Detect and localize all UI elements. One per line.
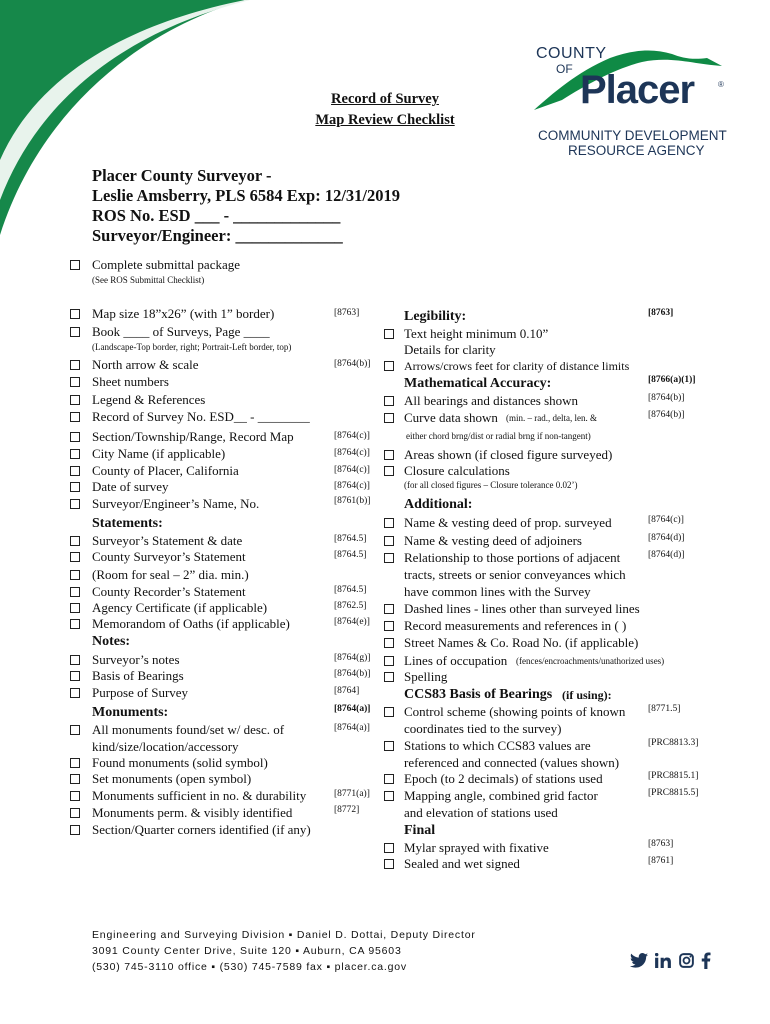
sheet-numbers-label: Sheet numbers (92, 374, 169, 389)
facebook-icon[interactable] (701, 952, 711, 969)
checkbox-date[interactable] (70, 482, 80, 492)
footer-division-line: Engineering and Surveying Division ▪ Daniel D. Dottai, Deputy Director (92, 929, 476, 941)
surveyor-name-ref: [8761(b)] (334, 496, 371, 506)
basis-bearings-label: Basis of Bearings (92, 668, 184, 683)
checkbox-set-open[interactable] (70, 774, 80, 784)
sufficient-label: Monuments sufficient in no. & durability (92, 788, 307, 803)
checkbox-relationship[interactable] (384, 553, 394, 563)
sealed-ref: [8761] (648, 856, 674, 866)
purpose-ref: [8764] (334, 686, 360, 696)
county-label: County of Placer, California (92, 463, 239, 478)
monuments-heading-ref: [8764(a)] (334, 704, 371, 714)
county-surveyor-line: Placer County Surveyor - (92, 166, 272, 185)
checkbox-purpose[interactable] (70, 688, 80, 698)
checkbox-county-surveyor-statement[interactable] (70, 552, 80, 562)
checkbox-county[interactable] (70, 466, 80, 476)
linkedin-icon[interactable] (655, 953, 671, 968)
county-ref: [8764(c)] (334, 465, 370, 475)
stations-line1: Stations to which CCS83 values are (404, 738, 591, 753)
checkbox-agency-cert[interactable] (70, 603, 80, 613)
checkbox-stations[interactable] (384, 741, 394, 751)
notes-heading: Notes: (92, 634, 131, 649)
monuments-found-line1: All monuments found/set w/ desc. of (92, 722, 285, 737)
logo-of-text: OF (556, 62, 573, 76)
checkbox-closure[interactable] (384, 466, 394, 476)
monuments-found-line2: kind/size/location/accessory (92, 739, 239, 754)
date-label: Date of survey (92, 479, 169, 494)
county-surveyor-statement-ref: [8764.5] (334, 550, 367, 560)
control-ref: [8771.5] (648, 704, 681, 714)
checkbox-bearings[interactable] (384, 396, 394, 406)
checkbox-vesting-prop[interactable] (384, 518, 394, 528)
mylar-ref: [8763] (648, 839, 674, 849)
surveyor-name-line: Leslie Amsberry, PLS 6584 Exp: 12/31/2019 (92, 186, 401, 205)
bearings-ref: [8764(b)] (648, 393, 685, 403)
relationship-line2: tracts, streets or senior conveyances which (404, 567, 626, 582)
checkbox-county-recorder[interactable] (70, 587, 80, 597)
sufficient-ref: [8771(a)] (334, 789, 370, 799)
epoch-ref: [PRC8815.1] (648, 771, 699, 781)
checkbox-surveyor-name[interactable] (70, 499, 80, 509)
stations-ref: [PRC8813.3] (648, 738, 699, 748)
perm-ref: [8772] (334, 805, 360, 815)
checkbox-perm[interactable] (70, 808, 80, 818)
checkbox-sheet-numbers[interactable] (70, 377, 80, 387)
footer-contact-line: (530) 745-3110 office ▪ (530) 745-7589 fax ▪ placer.ca.gov (92, 961, 407, 973)
checkbox-sealed[interactable] (384, 859, 394, 869)
complete-submittal-label: Complete submittal package (92, 257, 241, 272)
logo-registered-mark: ® (718, 80, 724, 89)
section-corners-label: Section/Quarter corners identified (if any) (92, 822, 311, 837)
checkbox-vesting-adj[interactable] (384, 536, 394, 546)
surveyor-notes-ref: [8764(g)] (334, 653, 371, 663)
occupation-note: (fences/encroachments/unathorized uses) (516, 656, 665, 666)
vesting-prop-label: Name & vesting deed of prop. surveyed (404, 515, 612, 530)
oaths-ref: [8764(e)] (334, 617, 370, 627)
checkbox-sufficient[interactable] (70, 791, 80, 801)
logo-placer-text: Placer (580, 68, 695, 112)
checkbox-spelling[interactable] (384, 672, 394, 682)
chord-note: either chord brng/dist or radial brng if non-tangent) (406, 431, 591, 441)
basis-bearings-ref: [8764(b)] (334, 669, 371, 679)
perm-label: Monuments perm. & visibly identified (92, 805, 293, 820)
checkbox-basis-bearings[interactable] (70, 671, 80, 681)
record-no-label: Record of Survey No. ESD__ - ________ (92, 409, 310, 424)
surveyor-notes-label: Surveyor’s notes (92, 652, 180, 667)
details-label: Details for clarity (404, 342, 496, 357)
twitter-icon[interactable] (630, 953, 648, 968)
city-ref: [8764(c)] (334, 448, 370, 458)
checkbox-record-meas[interactable] (384, 621, 394, 631)
surveyor-statement-label: Surveyor’s Statement & date (92, 533, 243, 548)
mylar-label: Mylar sprayed with fixative (404, 840, 549, 855)
arrows-label: Arrows/crows feet for clarity of distance limits (404, 359, 630, 373)
checkbox-street-names[interactable] (384, 638, 394, 648)
relationship-ref: [8764(d)] (648, 550, 685, 560)
logo-county-text: COUNTY (536, 45, 607, 62)
bearings-label: All bearings and distances shown (404, 393, 579, 408)
relationship-line3: have common lines with the Survey (404, 584, 591, 599)
additional-heading: Additional: (404, 497, 473, 512)
book-label: Book ____ of Surveys, Page ____ (92, 324, 270, 339)
checkbox-dashed[interactable] (384, 604, 394, 614)
closure-note: (for all closed figures – Closure tolerance 0.02’) (404, 480, 578, 490)
closure-label: Closure calculations (404, 463, 510, 478)
surveyor-statement-ref: [8764.5] (334, 534, 367, 544)
submittal-note: (See ROS Submittal Checklist) (92, 275, 205, 285)
set-open-label: Set monuments (open symbol) (92, 771, 252, 786)
map-size-label: Map size 18”x26” (with 1” border) (92, 306, 275, 321)
page-title-line2: Map Review Checklist (315, 112, 455, 128)
surveyor-engineer-line: Surveyor/Engineer: _____________ (92, 226, 343, 245)
vesting-adj-label: Name & vesting deed of adjoiners (404, 533, 582, 548)
monuments-heading: Monuments: (92, 705, 169, 720)
checkbox-complete-submittal[interactable] (70, 260, 80, 270)
checkbox-mylar[interactable] (384, 843, 394, 853)
checkbox-found-solid[interactable] (70, 758, 80, 768)
statements-heading: Statements: (92, 516, 163, 531)
checkbox-section[interactable] (70, 432, 80, 442)
logo-agency-line1: COMMUNITY DEVELOPMENT (538, 128, 727, 143)
footer-address-line: 3091 County Center Drive, Suite 120 ▪ Auburn, CA 95603 (92, 945, 402, 957)
checkbox-monuments-found[interactable] (70, 725, 80, 735)
county-logo (532, 44, 732, 159)
north-arrow-ref: [8764(b)] (334, 359, 371, 369)
areas-label: Areas shown (if closed figure surveyed) (404, 447, 613, 462)
ccs83-heading-note: (if using): (562, 688, 612, 702)
occupation-label: Lines of occupation (404, 653, 508, 668)
checkbox-north-arrow[interactable] (70, 360, 80, 370)
section-label: Section/Township/Range, Record Map (92, 429, 294, 444)
text-height-label: Text height minimum 0.10” (404, 326, 549, 341)
checkbox-occupation[interactable] (384, 656, 394, 666)
stations-line2: referenced and connected (values shown) (404, 755, 620, 770)
agency-cert-label: Agency Certificate (if applicable) (92, 600, 268, 615)
math-heading: Mathematical Accuracy: (404, 376, 552, 391)
record-meas-label: Record measurements and references in ( ) (404, 618, 627, 633)
vesting-prop-ref: [8764(c)] (648, 515, 684, 525)
street-names-label: Street Names & Co. Road No. (if applicable) (404, 635, 639, 650)
dashed-label: Dashed lines - lines other than surveyed lines (404, 601, 640, 616)
date-ref: [8764(c)] (334, 481, 370, 491)
section-ref: [8764(c)] (334, 431, 370, 441)
checkbox-oaths[interactable] (70, 619, 80, 629)
checkbox-city[interactable] (70, 449, 80, 459)
checkbox-mapping[interactable] (384, 791, 394, 801)
legibility-heading: Legibility: (404, 309, 467, 324)
legibility-ref: [8763] (648, 308, 674, 318)
curve-label: Curve data shown (404, 410, 498, 425)
math-ref: [8766(a)(1)] (648, 375, 696, 385)
spelling-label: Spelling (404, 669, 448, 684)
checkbox-epoch[interactable] (384, 774, 394, 784)
monuments-found-ref: [8764(a)] (334, 723, 370, 733)
agency-cert-ref: [8762.5] (334, 601, 367, 611)
county-surveyor-statement-label: County Surveyor’s Statement (92, 549, 246, 564)
curve-ref: [8764(b)] (648, 410, 685, 420)
surveyor-name-label: Surveyor/Engineer’s Name, No. (92, 496, 260, 511)
city-label: City Name (if applicable) (92, 446, 226, 461)
checkbox-record-no[interactable] (70, 412, 80, 422)
north-arrow-label: North arrow & scale (92, 357, 199, 372)
final-heading: Final (404, 823, 436, 838)
checkbox-surveyor-notes[interactable] (70, 655, 80, 665)
county-recorder-label: County Recorder’s Statement (92, 584, 246, 599)
checkbox-surveyor-statement[interactable] (70, 536, 80, 546)
county-recorder-ref: [8764.5] (334, 585, 367, 595)
instagram-icon[interactable] (679, 953, 694, 968)
mapping-line2: and elevation of stations used (404, 805, 558, 820)
control-line2: coordinates tied to the survey) (404, 721, 562, 736)
logo-agency-line2: RESOURCE AGENCY (568, 143, 705, 158)
oaths-label: Memorandom of Oaths (if applicable) (92, 616, 290, 631)
sealed-label: Sealed and wet signed (404, 856, 520, 871)
control-line1: Control scheme (showing points of known (404, 704, 626, 719)
checkbox-section-corners[interactable] (70, 825, 80, 835)
legend-label: Legend & References (92, 392, 206, 407)
mapping-ref: [PRC8815.5] (648, 788, 699, 798)
ros-number-line: ROS No. ESD ___ - _____________ (92, 206, 341, 225)
checkbox-map-size[interactable] (70, 309, 80, 319)
ccs83-heading: CCS83 Basis of Bearings (404, 687, 553, 702)
book-note: (Landscape-Top border, right; Portrait-Left border, top) (92, 342, 292, 352)
checkbox-arrows[interactable] (384, 361, 394, 371)
vesting-adj-ref: [8764(d)] (648, 533, 685, 543)
checkbox-text-height[interactable] (384, 329, 394, 339)
checkbox-areas[interactable] (384, 450, 394, 460)
purpose-label: Purpose of Survey (92, 685, 189, 700)
epoch-label: Epoch (to 2 decimals) of stations used (404, 771, 603, 786)
room-for-seal-label: (Room for seal – 2” dia. min.) (92, 567, 249, 582)
relationship-line1: Relationship to those portions of adjacent (404, 550, 621, 565)
page-title-line1: Record of Survey (331, 91, 439, 107)
checkbox-room-for-seal[interactable] (70, 570, 80, 580)
checkbox-legend[interactable] (70, 395, 80, 405)
mapping-line1: Mapping angle, combined grid factor (404, 788, 598, 803)
social-links (630, 950, 720, 972)
checkbox-book[interactable] (70, 327, 80, 337)
map-size-ref: [8763] (334, 308, 360, 318)
curve-note: (min. – rad., delta, len. & (506, 413, 597, 423)
found-solid-label: Found monuments (solid symbol) (92, 755, 268, 770)
checkbox-control[interactable] (384, 707, 394, 717)
checkbox-curve[interactable] (384, 413, 394, 423)
